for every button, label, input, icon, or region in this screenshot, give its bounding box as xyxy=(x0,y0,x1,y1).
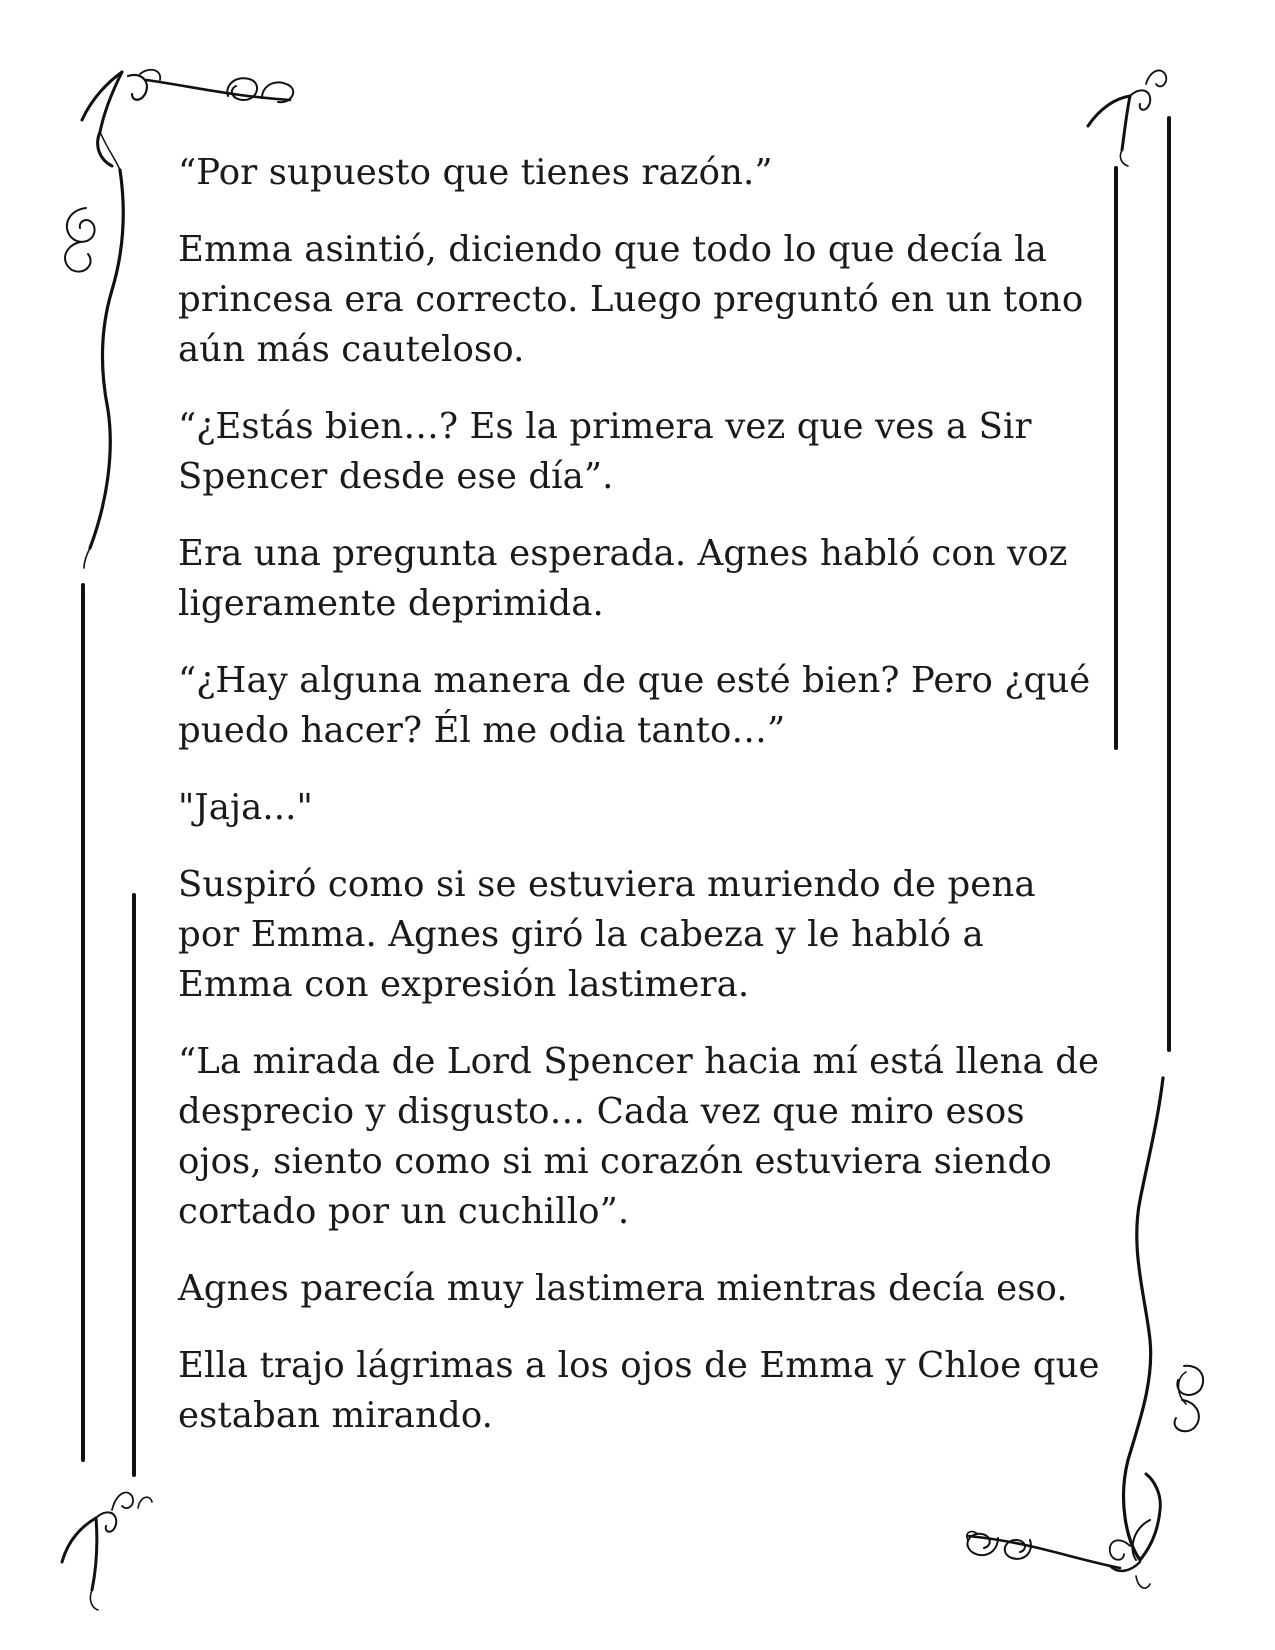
paragraph: Suspiró como si se estuviera muriendo de pena por Emma. Agnes giró la cabeza y le habló a Emma con expresión lastimera. xyxy=(178,864,1036,1005)
paragraph: “Por supuesto que tienes razón.” xyxy=(178,152,773,193)
paragraph: Ella trajo lágrimas a los ojos de Emma y Chloe que estaban mirando. xyxy=(178,1345,1100,1436)
paragraph: Emma asintió, diciendo que todo lo que decía la princesa era correcto. Luego preguntó en un tono aún más cauteloso. xyxy=(178,229,1084,370)
page-text xyxy=(178,148,1103,1468)
paragraph: Era una pregunta esperada. Agnes habló con voz ligeramente deprimida. xyxy=(178,533,1068,624)
paragraph: “¿Hay alguna manera de que esté bien? Pero ¿qué puedo hacer? Él me odia tanto…” xyxy=(178,660,1091,751)
paragraph: Agnes parecía muy lastimera mientras decía eso. xyxy=(178,1268,1068,1309)
paragraph: “La mirada de Lord Spencer hacia mí está llena de desprecio y disgusto… Cada vez que miro esos ojos, siento como si mi corazón estuviera siendo cortado por un cuchillo”. xyxy=(178,1041,1100,1232)
right-side-flourish xyxy=(1124,1078,1204,1560)
bottom-left-flourish xyxy=(62,1492,152,1610)
paragraph: "Jaja..." xyxy=(178,787,313,828)
bottom-right-flourish xyxy=(967,1474,1161,1588)
paragraph: “¿Estás bien…? Es la primera vez que ves a Sir Spencer desde ese día”. xyxy=(178,406,1032,497)
left-side-flourish xyxy=(65,170,123,568)
